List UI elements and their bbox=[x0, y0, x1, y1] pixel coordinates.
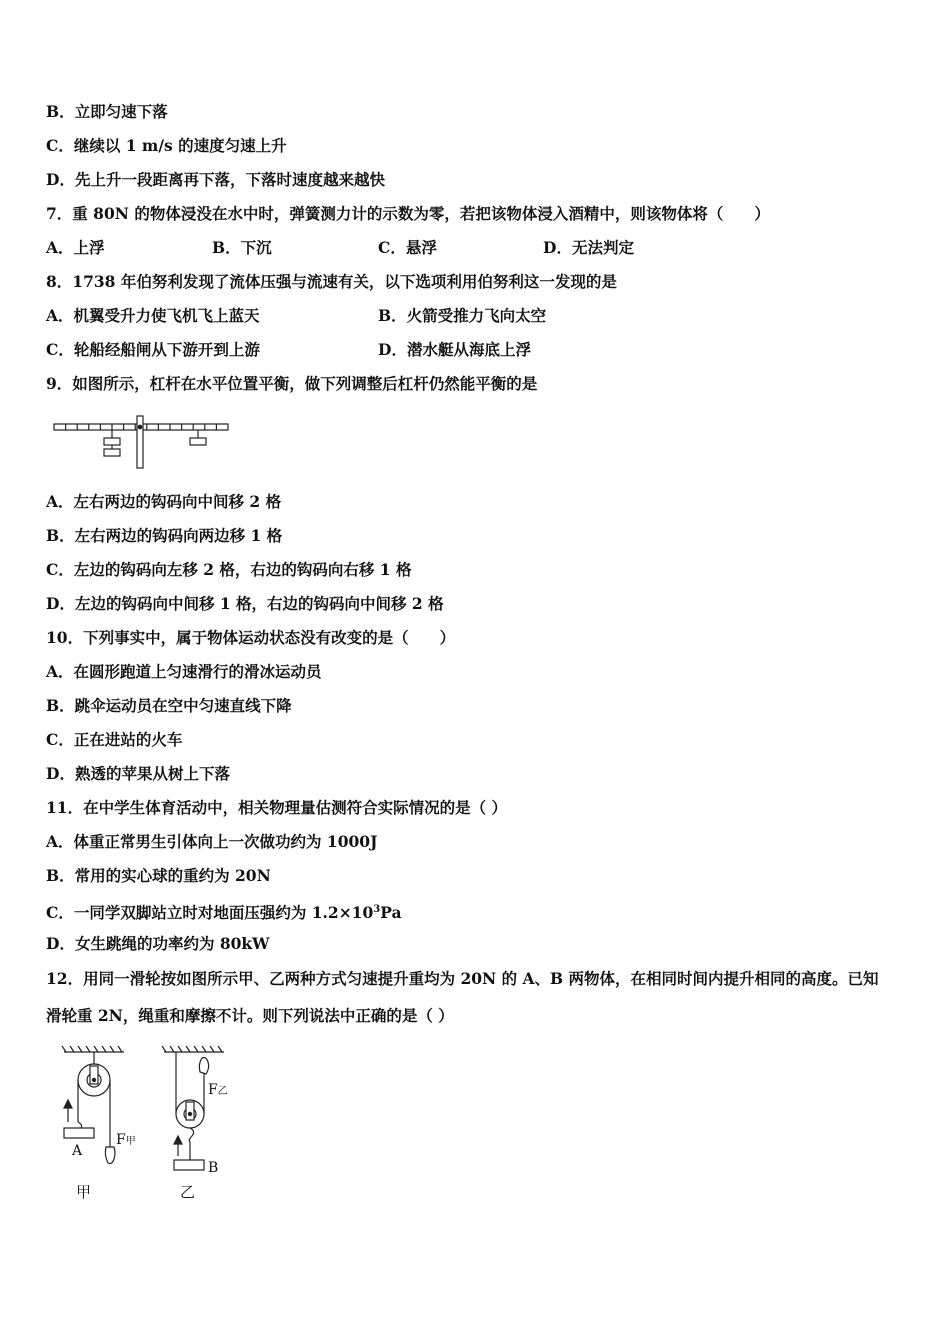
q7-option-a: A．上浮 bbox=[46, 238, 105, 257]
pulley-figure bbox=[52, 1042, 237, 1204]
q11-option-c-exponent: 3 bbox=[373, 904, 381, 915]
q7-option-c: C．悬浮 bbox=[378, 238, 437, 257]
q7-stem: 7．重 80N 的物体浸没在水中时，弹簧测力计的示数为零，若把该物体浸入酒精中，则该物体将（ ） bbox=[46, 204, 770, 223]
label-force-yi-letter: F bbox=[208, 1082, 218, 1098]
label-yi: 乙 bbox=[180, 1183, 196, 1201]
label-jia: 甲 bbox=[76, 1183, 92, 1201]
label-block-b: B bbox=[208, 1160, 219, 1176]
label-force-jia-sub: 甲 bbox=[125, 1136, 136, 1147]
q9-stem: 9．如图所示，杠杆在水平位置平衡，做下列调整后杠杆仍然能平衡的是 bbox=[46, 374, 538, 393]
q9-option-d: D．左边的钩码向中间移 1 格，右边的钩码向中间移 2 格 bbox=[46, 594, 444, 613]
q11-option-a: A．体重正常男生引体向上一次做功约为 1000J bbox=[46, 832, 378, 851]
q10-option-a: A．在圆形跑道上匀速滑行的滑冰运动员 bbox=[46, 662, 322, 681]
q6-option-c: C．继续以 1 m/s 的速度匀速上升 bbox=[46, 136, 287, 155]
q11-option-c-unit: Pa bbox=[380, 903, 402, 923]
label-force-jia-letter: F bbox=[116, 1132, 126, 1148]
q7-option-b: B．下沉 bbox=[212, 238, 272, 257]
q8-stem: 8．1738 年伯努利发现了流体压强与流速有关，以下选项利用伯努利这一发现的是 bbox=[46, 272, 617, 291]
q12-stem-line2: 滑轮重 2N，绳重和摩擦不计。则下列说法中正确的是（ ） bbox=[46, 1006, 454, 1025]
q6-option-b: B．立即匀速下落 bbox=[46, 102, 168, 121]
q8-option-c: C．轮船经船闸从下游开到上游 bbox=[46, 340, 260, 359]
q8-option-a: A．机翼受升力使飞机飞上蓝天 bbox=[46, 306, 260, 325]
q11-option-c bbox=[46, 900, 402, 923]
q10-option-d: D．熟透的苹果从树上下落 bbox=[46, 764, 230, 783]
q7-option-d: D．无法判定 bbox=[543, 238, 634, 257]
q12-stem-line1: 12．用同一滑轮按如图所示甲、乙两种方式匀速提升重均为 20N 的 A、B 两物体，在相同时间内提升相同的高度。已知 bbox=[46, 969, 879, 988]
q9-option-c: C．左边的钩码向左移 2 格，右边的钩码向右移 1 格 bbox=[46, 560, 412, 579]
q8-option-d: D．潜水艇从海底上浮 bbox=[378, 340, 531, 359]
q11-option-d: D．女生跳绳的功率约为 80kW bbox=[46, 934, 270, 953]
q6-option-d: D．先上升一段距离再下落，下落时速度越来越快 bbox=[46, 170, 385, 189]
q11-option-b: B．常用的实心球的重约为 20N bbox=[46, 866, 271, 885]
label-force-jia bbox=[116, 1130, 136, 1152]
q11-option-c-text: C．一同学双脚站立时对地面压强约为 1.2×10 bbox=[46, 903, 374, 923]
q8-option-b: B．火箭受推力飞向太空 bbox=[378, 306, 547, 325]
q10-option-c: C．正在进站的火车 bbox=[46, 730, 183, 749]
q9-option-a: A．左右两边的钩码向中间移 2 格 bbox=[46, 492, 282, 511]
label-force-yi-sub: 乙 bbox=[217, 1086, 228, 1097]
q9-option-b: B．左右两边的钩码向两边移 1 格 bbox=[46, 526, 283, 545]
label-force-yi bbox=[208, 1080, 228, 1102]
lever-figure bbox=[50, 412, 232, 470]
q10-option-b: B．跳伞运动员在空中匀速直线下降 bbox=[46, 696, 292, 715]
q10-stem: 10．下列事实中，属于物体运动状态没有改变的是（ ） bbox=[46, 628, 456, 647]
q11-stem: 11．在中学生体育活动中，相关物理量估测符合实际情况的是（ ） bbox=[46, 798, 507, 817]
label-block-a: A bbox=[72, 1143, 83, 1159]
